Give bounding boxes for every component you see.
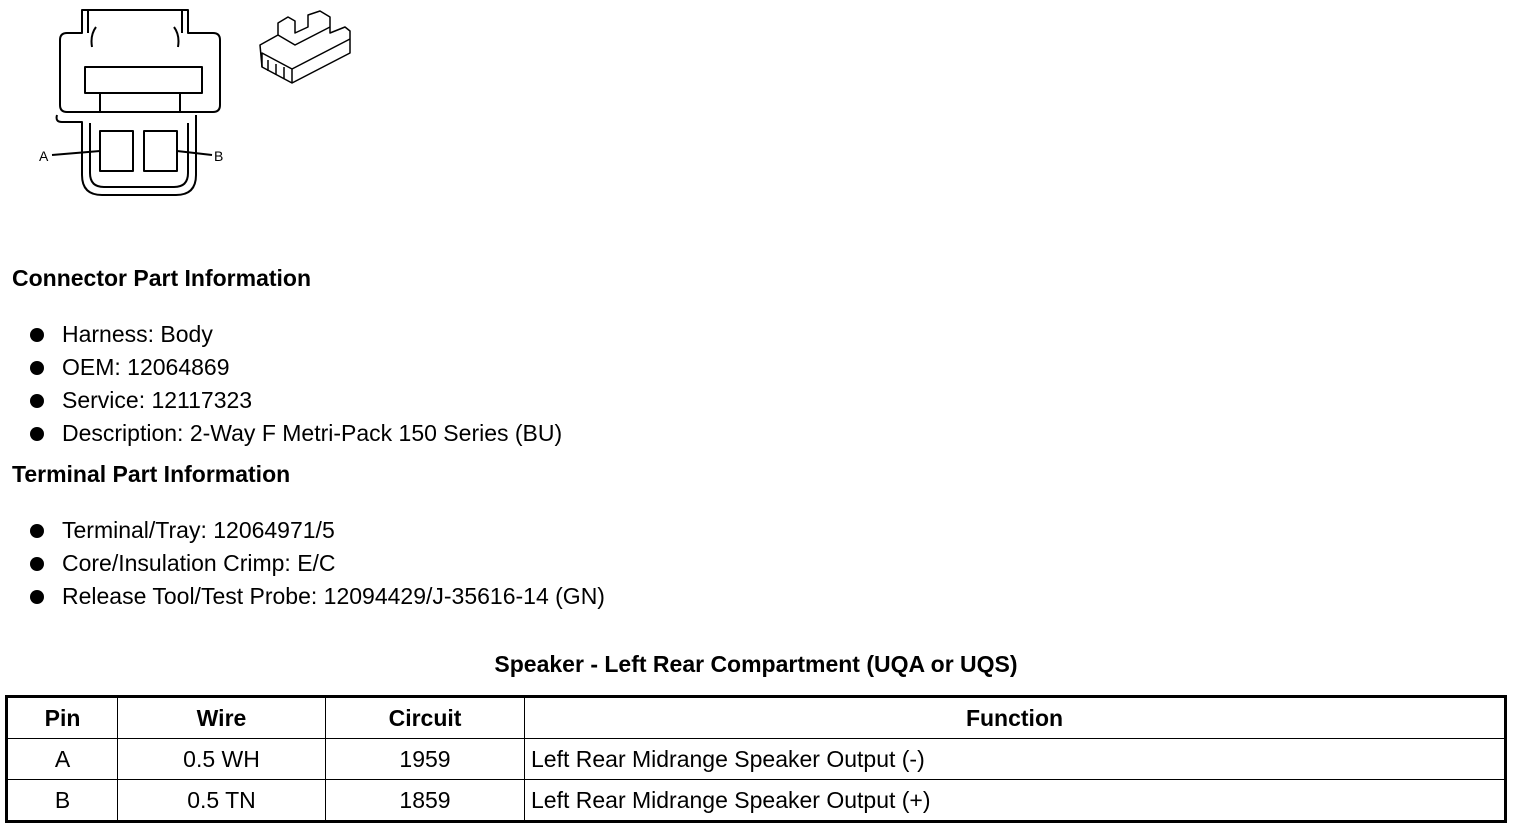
cell-function: Left Rear Midrange Speaker Output (+) xyxy=(525,780,1506,822)
header-pin: Pin xyxy=(7,697,118,739)
bullet-icon xyxy=(30,394,44,408)
header-wire: Wire xyxy=(118,697,326,739)
bullet-icon xyxy=(30,524,44,538)
connector-diagram xyxy=(30,5,360,205)
connector-info-list xyxy=(28,318,562,450)
bullet-icon xyxy=(30,328,44,342)
bullet-icon xyxy=(30,427,44,441)
cell-pin: A xyxy=(7,739,118,780)
cell-circuit: 1859 xyxy=(326,780,525,822)
list-item: Harness: Body xyxy=(28,318,562,351)
header-function: Function xyxy=(525,697,1506,739)
pin-label-b: B xyxy=(214,148,224,164)
list-item: OEM: 12064869 xyxy=(28,351,562,384)
list-item: Service: 12117323 xyxy=(28,384,562,417)
terminal-info-list xyxy=(28,514,605,613)
cell-wire: 0.5 TN xyxy=(118,780,326,822)
cell-function: Left Rear Midrange Speaker Output (-) xyxy=(525,739,1506,780)
connector-side-view xyxy=(260,11,350,83)
pin-label-a: A xyxy=(39,148,49,164)
terminal-section-title: Terminal Part Information xyxy=(12,461,291,487)
connector-front-view xyxy=(60,10,220,112)
table-row xyxy=(7,780,1506,822)
connector-section-title: Connector Part Information xyxy=(12,265,312,291)
header-circuit: Circuit xyxy=(326,697,525,739)
table-row xyxy=(7,739,1506,780)
cavity-b xyxy=(144,131,177,171)
bullet-icon xyxy=(30,557,44,571)
list-item: Terminal/Tray: 12064971/5 xyxy=(28,514,605,547)
table-header-row xyxy=(7,697,1506,739)
bullet-icon xyxy=(30,590,44,604)
bullet-icon xyxy=(30,361,44,375)
cavity-a xyxy=(100,131,133,171)
cell-pin: B xyxy=(7,780,118,822)
list-item: Core/Insulation Crimp: E/C xyxy=(28,547,605,580)
list-item: Description: 2-Way F Metri-Pack 150 Series (BU) xyxy=(28,417,562,450)
pin-table-title: Speaker - Left Rear Compartment (UQA or UQS) xyxy=(494,651,1018,677)
cell-circuit: 1959 xyxy=(326,739,525,780)
pin-table xyxy=(5,695,1507,823)
connector-cavity-housing xyxy=(57,115,196,195)
cell-wire: 0.5 WH xyxy=(118,739,326,780)
list-item: Release Tool/Test Probe: 12094429/J-35616-14 (GN) xyxy=(28,580,605,613)
